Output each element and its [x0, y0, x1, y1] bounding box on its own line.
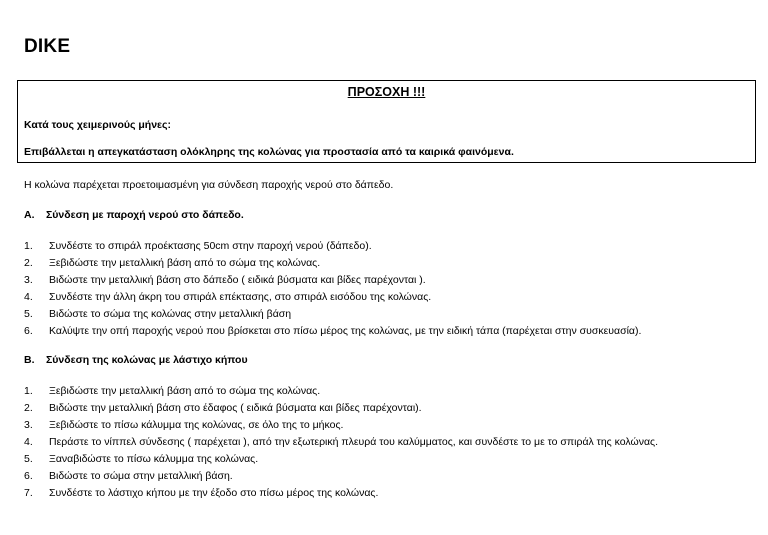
section-b-steps	[24, 385, 658, 504]
step-text: Ξεβιδώστε την μεταλλική βάση από το σώμα της κολώνας.	[49, 385, 321, 397]
step-number: 2.	[24, 257, 33, 269]
step-text: Βιδώστε το σώμα της κολώνας στην μεταλλική βάση	[49, 308, 292, 320]
step-text: Ξαναβιδώστε το πίσω κάλυμμα της κολώνας.	[49, 453, 259, 465]
step-text: Συνδέστε την άλλη άκρη του σπιράλ επέκτασης, στο σπιράλ εισόδου της κολώνας.	[49, 291, 432, 303]
list-item	[24, 291, 641, 308]
intro-paragraph: Η κολώνα παρέχεται προετοιμασμένη για σύνδεση παροχής νερού στο δάπεδο.	[24, 179, 394, 191]
list-item	[24, 325, 641, 342]
warning-line-winter: Κατά τους χειμερινούς μήνες:	[24, 119, 171, 131]
step-text: Βιδώστε το σώμα στην μεταλλική βάση.	[49, 470, 233, 482]
step-text: Καλύψτε την οπή παροχής νερού που βρίσκεται στο πίσω μέρος της κολώνας, με την ειδική τάπα (παρέχεται στην συσκευασία).	[49, 325, 642, 337]
section-b-heading	[24, 354, 248, 366]
warning-heading: ΠΡΟΣΟΧΗ !!!	[347, 85, 426, 99]
section-b-letter: B.	[24, 354, 35, 366]
step-text: Συνδέστε το λάστιχο κήπου με την έξοδο στο πίσω μέρος της κολώνας.	[49, 487, 379, 499]
step-number: 1.	[24, 240, 33, 252]
step-text: Βιδώστε την μεταλλική βάση στο δάπεδο ( ειδικά βύσματα και βίδες παρέχονται ).	[49, 274, 426, 286]
list-item	[24, 487, 658, 504]
list-item	[24, 257, 641, 274]
list-item	[24, 436, 658, 453]
list-item	[24, 402, 658, 419]
step-number: 5.	[24, 308, 33, 320]
step-number: 1.	[24, 385, 33, 397]
document-title: DIKE	[24, 36, 71, 57]
section-b-title: Σύνδεση της κολώνας με λάστιχο κήπου	[46, 354, 248, 366]
step-number: 2.	[24, 402, 33, 414]
list-item	[24, 385, 658, 402]
step-number: 6.	[24, 325, 33, 337]
step-text: Ξεβιδώστε το πίσω κάλυμμα της κολώνας, σε όλο της το μήκος.	[49, 419, 344, 431]
list-item	[24, 470, 658, 487]
step-text: Ξεβιδώστε την μεταλλική βάση από το σώμα της κολώνας.	[49, 257, 321, 269]
list-item	[24, 274, 641, 291]
warning-line-uninstall: Επιβάλλεται η απεγκατάσταση ολόκληρης της κολώνας για προστασία από τα καιρικά φαινόμενα.	[24, 146, 514, 158]
step-text: Βιδώστε την μεταλλική βάση στο έδαφος ( ειδικά βύσματα και βίδες παρέχονται).	[49, 402, 422, 414]
step-number: 4.	[24, 291, 33, 303]
list-item	[24, 308, 641, 325]
list-item	[24, 453, 658, 470]
step-number: 3.	[24, 274, 33, 286]
warning-box	[17, 80, 756, 163]
step-number: 7.	[24, 487, 33, 499]
step-number: 4.	[24, 436, 33, 448]
section-a-letter: A.	[24, 209, 35, 221]
list-item	[24, 240, 641, 257]
step-number: 5.	[24, 453, 33, 465]
section-a-steps	[24, 240, 641, 342]
section-a-title: Σύνδεση με παροχή νερού στο δάπεδο.	[46, 209, 244, 221]
list-item	[24, 419, 658, 436]
step-number: 6.	[24, 470, 33, 482]
section-a-heading	[24, 209, 244, 221]
step-text: Περάστε το νίππελ σύνδεσης ( παρέχεται ), από την εξωτερική πλευρά του καλύμματος, και συνδέστε το με το σπιράλ της κολώνας.	[49, 436, 658, 448]
step-number: 3.	[24, 419, 33, 431]
step-text: Συνδέστε το σπιράλ προέκτασης 50cm στην παροχή νερού (δάπεδο).	[49, 240, 372, 252]
